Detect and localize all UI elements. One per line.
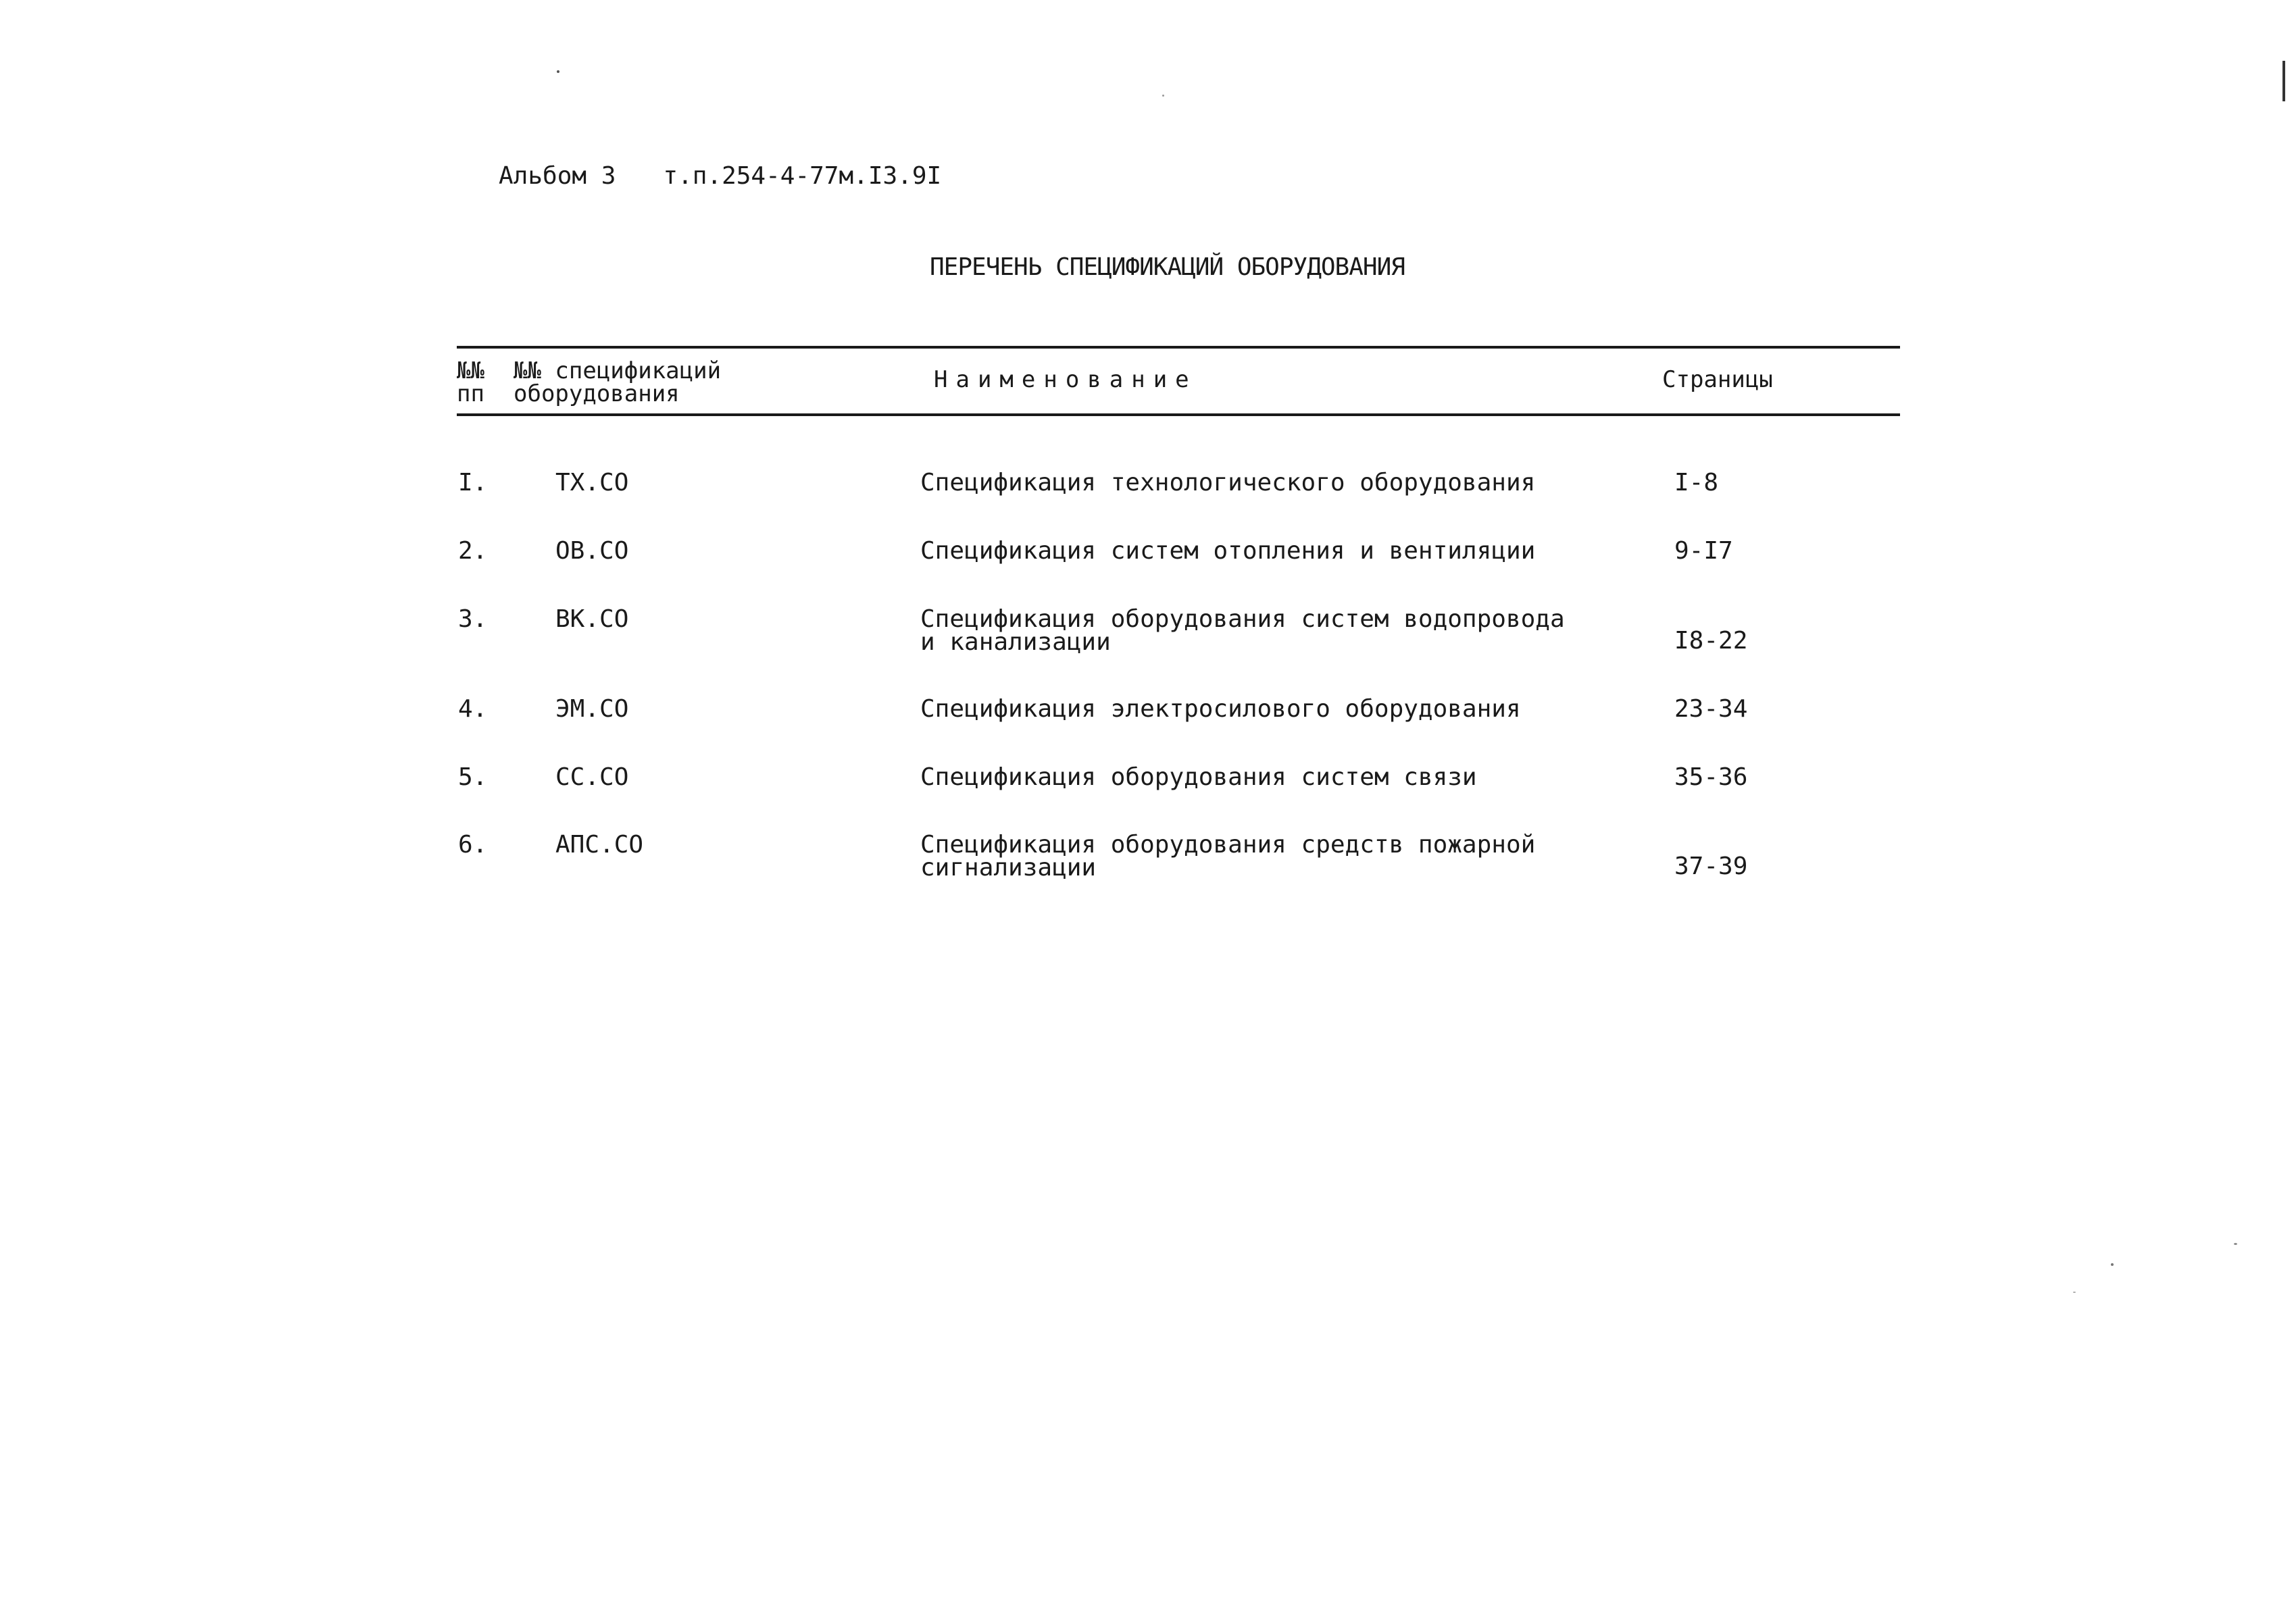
album-label: Альбом 3 [499,162,616,190]
row-name-line1: Спецификация оборудования систем водопровода [920,605,1565,633]
column-header-number [457,359,484,405]
scan-speck [557,70,559,73]
row-name [920,469,1536,496]
column-header-spec-line2: оборудования [514,380,680,407]
row-name-line1: Спецификация электросилового оборудования [920,695,1521,723]
row-number: 2. [458,537,488,565]
column-header-name: Наименование [934,366,1197,393]
row-pages: I8-22 [1674,627,1748,655]
row-name-line2: сигнализации [920,854,1097,882]
row-name [920,605,1565,656]
row-name-line1: Спецификация технологического оборудования [920,469,1536,496]
row-pages: 9-I7 [1674,537,1733,565]
table-top-rule [457,346,1900,349]
scan-edge-mark [2282,61,2285,101]
row-name [920,537,1536,565]
row-name-line1: Спецификация оборудования систем связи [920,763,1477,791]
column-header-number-line1: №№ [457,357,484,384]
row-number: 4. [458,695,488,723]
row-number: 3. [458,605,488,633]
row-spec-code: ВК.СО [555,605,629,633]
scan-speck [1162,95,1164,97]
project-code: т.п.254-4-77м.I3.9I [663,162,942,190]
row-number: 6. [458,831,488,859]
row-spec-code: АПС.СО [555,831,644,859]
row-pages: I-8 [1674,469,1719,496]
scan-speck [2073,1292,2076,1293]
row-spec-code: ЭМ.СО [555,695,629,723]
row-spec-code: СС.СО [555,763,629,791]
row-name-line1: Спецификация оборудования средств пожарной [920,831,1536,859]
column-header-pages: Страницы [1662,366,1773,393]
row-name-line2: и канализации [920,628,1111,656]
row-spec-code: ОВ.СО [555,537,629,565]
row-name [920,763,1477,791]
table-header-rule [457,413,1900,416]
document-title: ПЕРЕЧЕНЬ СПЕЦИФИКАЦИЙ ОБОРУДОВАНИЯ [930,253,1405,281]
row-pages: 35-36 [1674,763,1748,791]
row-name [920,831,1536,882]
scan-speck [2234,1243,2237,1245]
row-pages: 23-34 [1674,695,1748,723]
row-spec-code: ТХ.СО [555,469,629,496]
row-name-line1: Спецификация систем отопления и вентиляции [920,537,1536,565]
page-header [499,162,941,190]
row-name [920,695,1521,723]
scan-speck [2111,1263,2114,1266]
column-header-spec [514,359,721,405]
row-pages: 37-39 [1674,852,1748,880]
row-number: 5. [458,763,488,791]
column-header-spec-line1: №№ спецификаций [514,357,722,384]
column-header-number-line2: пп [457,380,484,407]
row-number: I. [458,469,488,496]
